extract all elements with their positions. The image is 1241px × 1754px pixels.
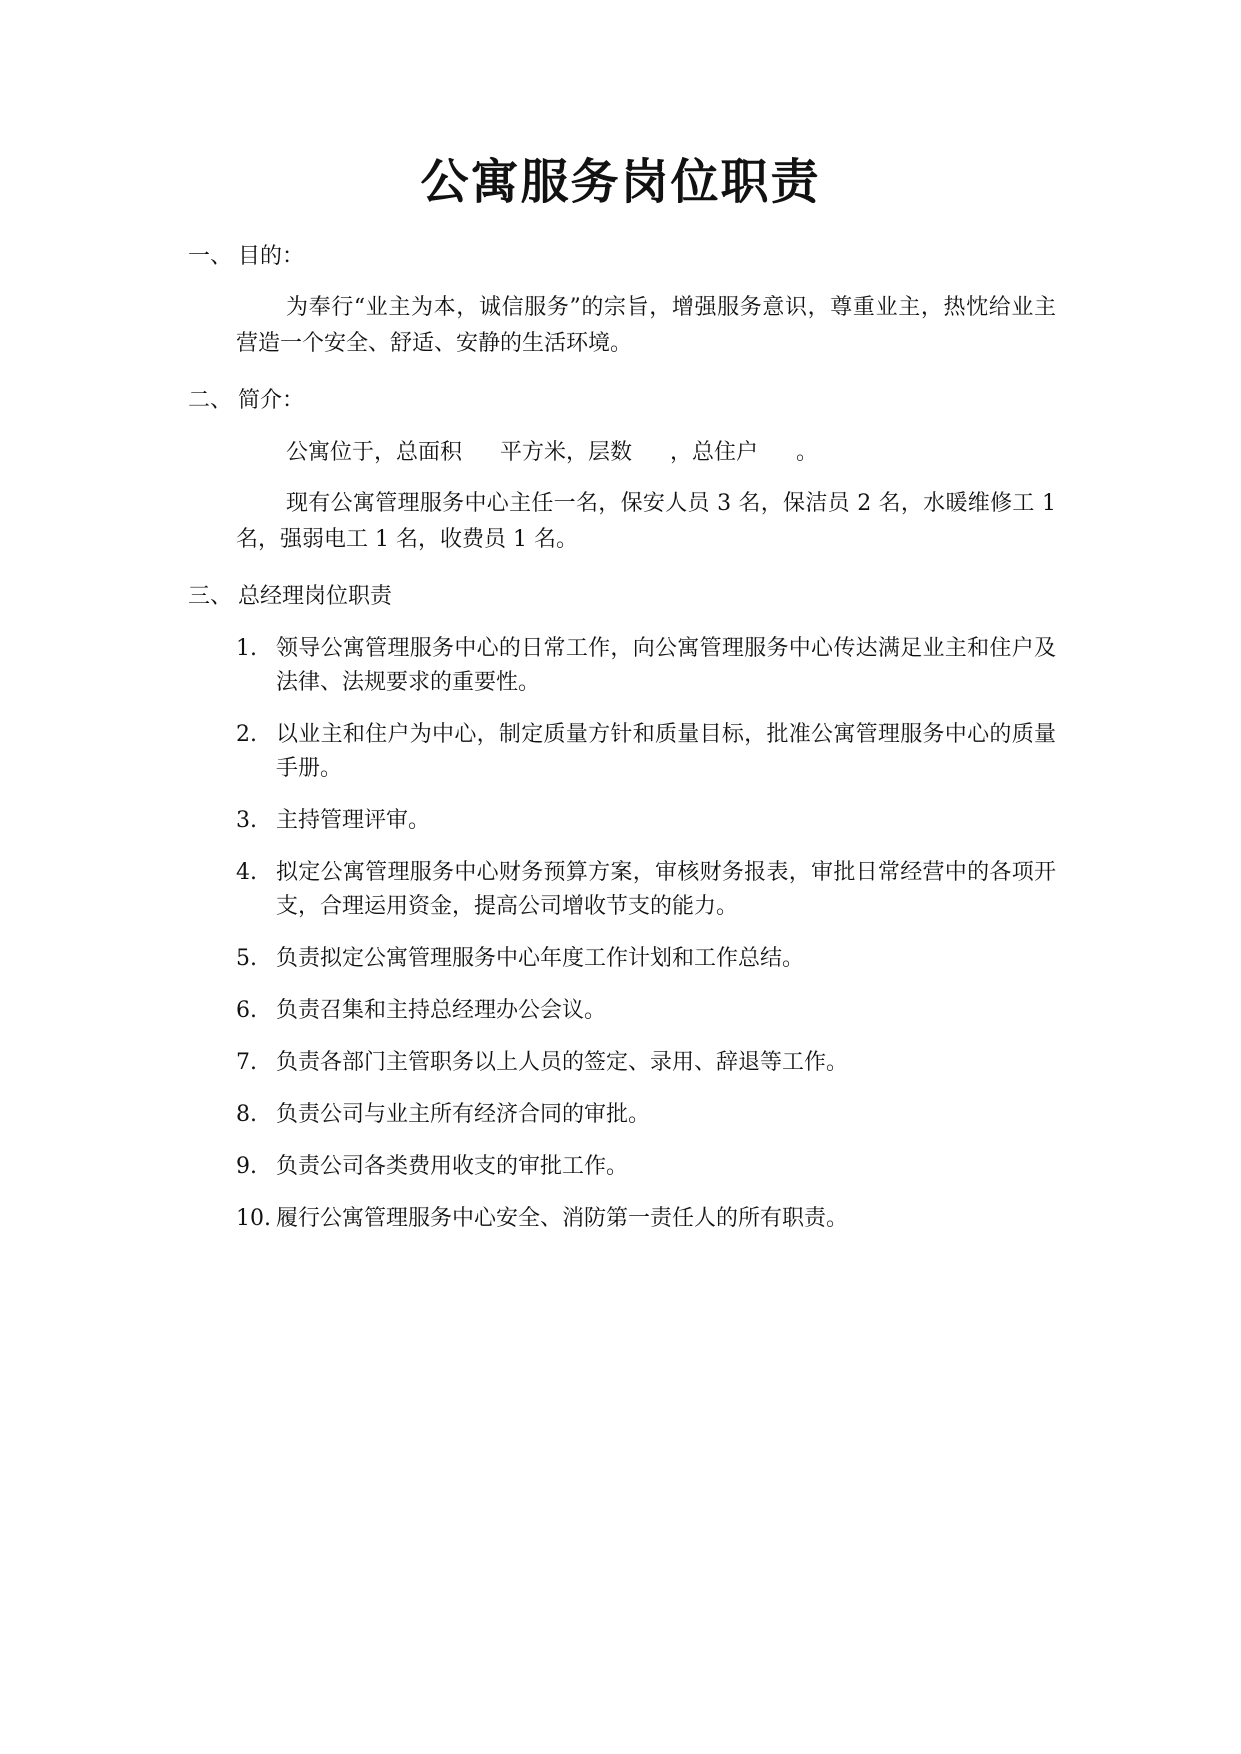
- list-item: [236, 856, 1056, 924]
- list-item: [236, 1202, 1056, 1236]
- section-heading-intro: [188, 386, 304, 416]
- section-title: 目的：: [238, 244, 305, 269]
- item-number: 10.: [236, 1206, 271, 1231]
- intro-text-part1: 公寓位于，总面积: [286, 440, 463, 465]
- intro-text-part3: ，总住户: [670, 440, 759, 465]
- item-number: 6.: [236, 998, 257, 1023]
- document-title: 公寓服务岗位职责: [420, 154, 821, 210]
- list-item: [236, 1046, 1056, 1080]
- item-number: 4.: [236, 860, 257, 885]
- list-item: [236, 1150, 1056, 1184]
- item-number: 8.: [236, 1102, 257, 1127]
- section-number: 二、: [188, 388, 233, 413]
- section-number: 一、: [188, 244, 233, 269]
- item-number: 1.: [236, 636, 257, 661]
- list-item: [236, 804, 1056, 838]
- item-text: 负责拟定公寓管理服务中心年度工作计划和工作总结。: [276, 946, 805, 971]
- item-text: 主持管理评审。: [276, 808, 431, 833]
- item-text: 领导公寓管理服务中心的日常工作，向公寓管理服务中心传达满足业主和住户及法律、法规要求的重要性。: [276, 636, 1056, 695]
- item-text: 负责公司与业主所有经济合同的审批。: [276, 1102, 651, 1127]
- staff-paragraph: 现有公寓管理服务中心主任一名，保安人员 3 名，保洁员 2 名，水暖维修工 1 名，强弱电工 1 名，收费员 1 名。: [236, 491, 1056, 552]
- duties-list: [236, 632, 1056, 1254]
- item-number: 3.: [236, 808, 257, 833]
- section-heading-purpose: [188, 242, 304, 272]
- intro-text-part4: 。: [796, 440, 819, 465]
- item-number: 5.: [236, 946, 257, 971]
- item-number: 9.: [236, 1154, 257, 1179]
- item-number: 2.: [236, 722, 257, 747]
- item-text: 拟定公寓管理服务中心财务预算方案，审核财务报表，审批日常经营中的各项开支，合理运用资金，提高公司增收节支的能力。: [276, 860, 1056, 919]
- item-text: 负责各部门主管职务以上人员的签定、录用、辞退等工作。: [276, 1050, 849, 1075]
- purpose-paragraph: 为奉行“业主为本，诚信服务”的宗旨，增强服务意识，尊重业主，热忱给业主营造一个安全、舒适、安静的生活环境。: [236, 295, 1056, 356]
- item-number: 7.: [236, 1050, 257, 1075]
- section-title: 简介：: [238, 388, 305, 413]
- list-item: [236, 632, 1056, 700]
- section-number: 三、: [188, 584, 233, 609]
- section-title: 总经理岗位职责: [238, 584, 393, 609]
- item-text: 负责公司各类费用收支的审批工作。: [276, 1154, 629, 1179]
- item-text: 负责召集和主持总经理办公会议。: [276, 998, 607, 1023]
- list-item: [236, 718, 1056, 786]
- intro-text-part2: 平方米，层数: [500, 440, 633, 465]
- list-item: [236, 1098, 1056, 1132]
- intro-line: [286, 438, 818, 468]
- section-heading-duties: [188, 582, 392, 612]
- item-text: 以业主和住户为中心，制定质量方针和质量目标，批准公寓管理服务中心的质量手册。: [276, 722, 1056, 781]
- item-text: 履行公寓管理服务中心安全、消防第一责任人的所有职责。: [276, 1206, 849, 1231]
- list-item: [236, 942, 1056, 976]
- list-item: [236, 994, 1056, 1028]
